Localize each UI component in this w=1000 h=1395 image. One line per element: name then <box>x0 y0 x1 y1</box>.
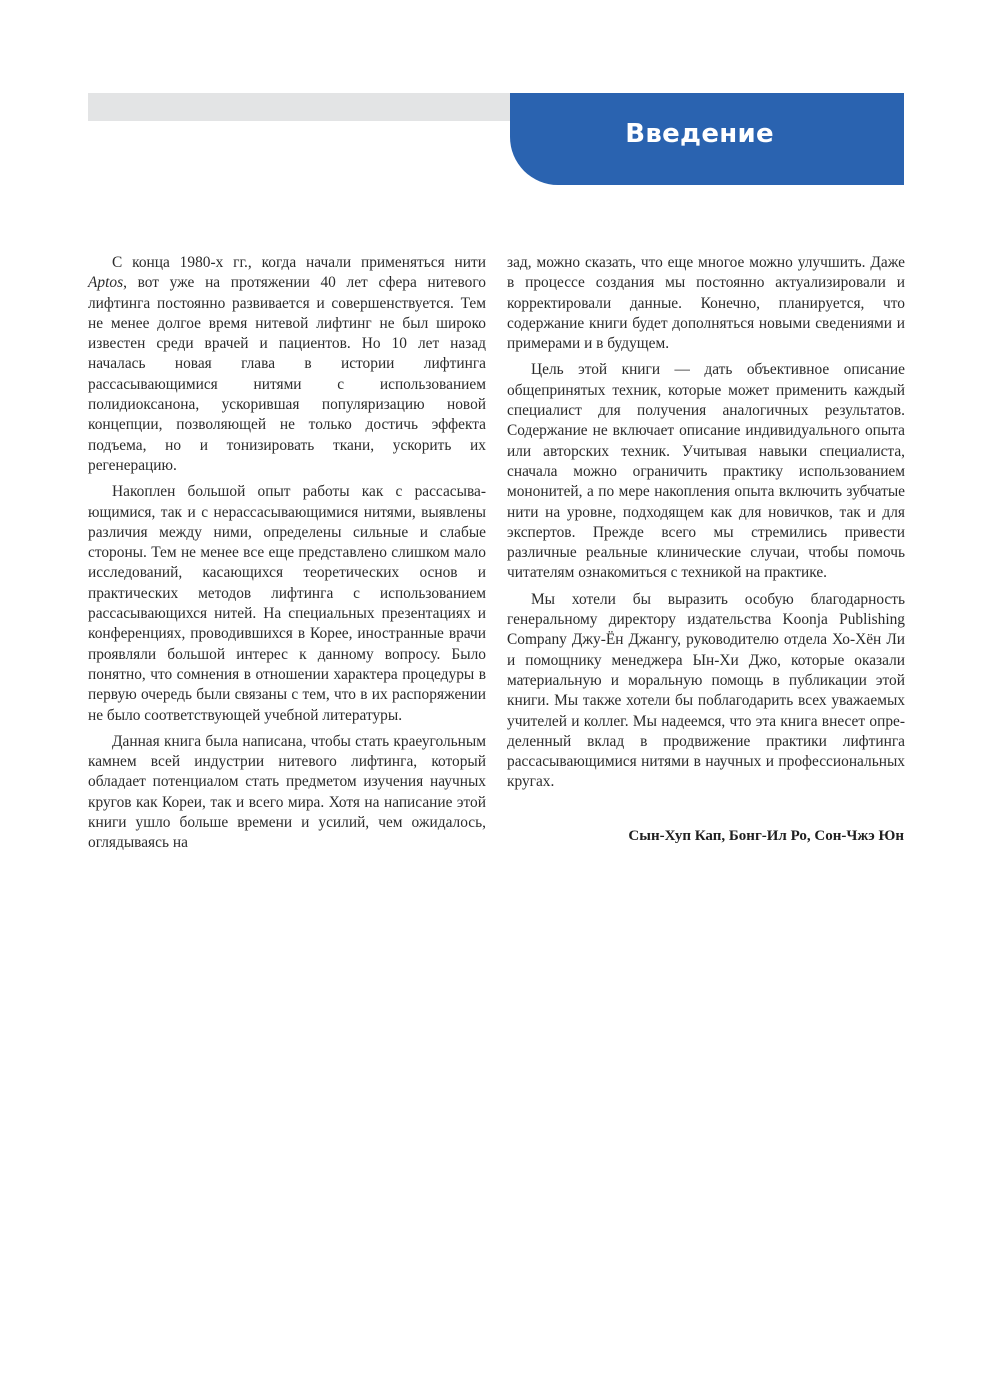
paragraph: Накоплен большой опыт работы как с рассасывающимися, так и с нерассасывающимися нитями, выявлены различия между ними, определены сильные и слабые стороны. Тем не менее все еще представлено слишком мало исследований, касающихся теоретических основ и практических методов лифтинга с использованием рассасывающихся нитей. На специальных презентациях и конференциях, проводившихся в Корее, иностранные врачи проявляли большой интерес к данному вопросу. Было понятно, что сомнения в отношении характера процедуры в первую очередь были связаны с тем, что в их распоряжении не было соответствующей учебной литературы. <box>88 483 486 724</box>
page-title: Введение <box>625 119 774 149</box>
brand-name-italic: Aptos <box>88 274 124 292</box>
paragraph-text: С конца 1980-х гг., когда начали применяться нити <box>112 254 486 271</box>
paragraph <box>88 253 486 476</box>
left-text-column <box>88 253 486 854</box>
header-gray-bar <box>88 93 510 121</box>
right-text-column <box>507 253 905 793</box>
paragraph: Данная книга была написана, чтобы стать краеугольным камнем всей индустрии нитевого лифтинга, который обладает потенциалом стать предметом изучения научных кругов как Кореи, так и всего мира. Хотя на написание этой книги ушло больше времени и усилий, чем ожидалось, оглядываясь на <box>88 732 486 852</box>
header-title-tab <box>510 93 904 185</box>
authors-signature: Сын-Хуп Кап, Бонг-Ил Ро, Сон-Чжэ Юн <box>628 828 904 844</box>
paragraph-continuation: зад, можно сказать, что еще многое можно улучшить. Даже в процессе создания мы постоянно актуализировали и корректировали данные. Конечно, планируется, что содержание книги будет дополняться новыми сведениями и примерами и в будущем. <box>507 254 905 353</box>
paragraph: Мы хотели бы выразить особую благодарность генеральному директору издательства Koonja Publishing Company Джу-Ён Джангу, руководителю отдела Хо-Хён Ли и помощнику менеджера Ын-Хи Джо, которые оказали материальную и моральную помощь в публикации этой книги. Мы также хотели бы поблагодарить всех уважаемых учителей и коллег. Мы надеемся, что эта книга внесет определенный вклад в продвижение практики лифтинга рассасывающимися нитями в научных и профессиональных кругах. <box>507 590 905 791</box>
paragraph: Цель этой книги — дать объективное описание общепринятых техник, которые может применить каждый специалист для получения аналогичных результатов. Содержание не включает описание индивидуального опыта или авторских техник. Учитывая навыки специалиста, сначала можно ограничить практику использованием мононитей, а по мере накопления опыта включить зубчатые нити на уровне, подходящем как для новичков, так и для экспертов. Прежде всего мы стремились привести различные реальные клинические случаи, чтобы помочь читателям ознакомиться с техникой на практике. <box>507 361 905 582</box>
paragraph-text: , вот уже на протяжении 40 лет сфера нитевого лифтинга постоянно развивается и совершенствуется. Тем не менее долгое время нитевой лифтинг не был широко известен среди врачей и пациентов. Но 10 лет назад началась новая глава в истории лифтинга рассасывающимися нитями с использованием полидиоксанона, ускорившая популяризацию новой концепции, позволяющей не только достичь эффекта подъема, но и тонизировать ткани, ускорить их регенерацию. <box>88 274 486 474</box>
